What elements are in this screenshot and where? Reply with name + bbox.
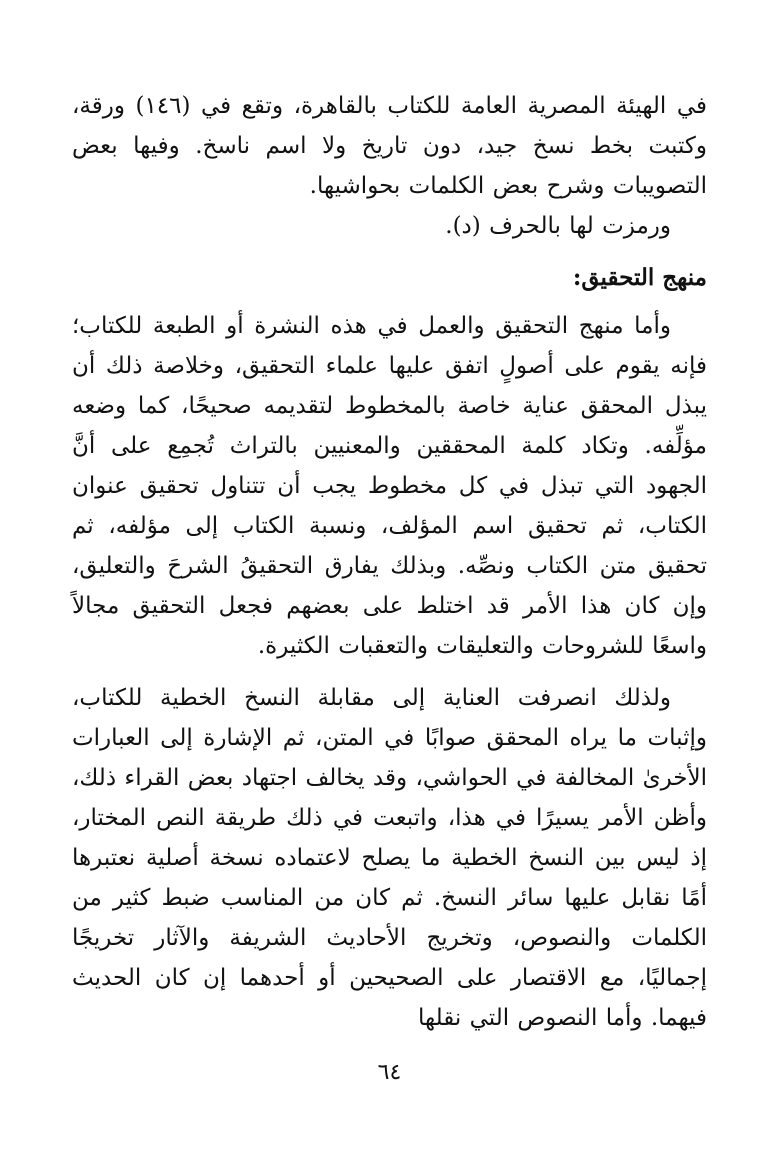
- paragraph-methodology: وأما منهج التحقيق والعمل في هذه النشرة أو الطبعة للكتاب؛ فإنه يقوم على أصولٍ اتفق عليها علماء التحقيق، وخلاصة ذلك أن يبذل المحقق عناية خاصة بالمخطوط لتقديمه صحيحًا، كما وضعه مؤلِّفه. وتكاد كلمة المحققين والمعنيين بالتراث تُجمِع على أنَّ الجهود التي تبذل في كل مخطوط يجب أن تتناول تحقيق عنوان الكتاب، ثم تحقيق اسم المؤلف، ونسبة الكتاب إلى مؤلفه، ثم تحقيق متن الكتاب ونصِّه. وبذلك يفارق التحقيقُ الشرحَ والتعليق، وإن كان هذا الأمر قد اختلط على بعضهم فجعل التحقيق مجالاً واسعًا للشروحات والتعليقات والتعقبات الكثيرة.: [72, 313, 707, 659]
- page-number: ٦٤: [377, 1060, 402, 1085]
- section-heading: منهج التحقيق:: [572, 264, 707, 291]
- paragraph-manuscript-description: في الهيئة المصرية العامة للكتاب بالقاهرة، وتقع في (١٤٦) ورقة، وكتبت بخط نسخ جيد، دون تاريخ ولا اسم ناسخ. وفيها بعض التصويبات وشرح بعض الكلمات بحواشيها.: [72, 93, 707, 199]
- paragraph-collation: ولذلك انصرفت العناية إلى مقابلة النسخ الخطية للكتاب، وإثبات ما يراه المحقق صوابًا في المتن، ثم الإشارة إلى العبارات الأخرىٰ المخالفة في الحواشي، وقد يخالف اجتهاد بعض القراء ذلك، وأظن الأمر يسيرًا في هذا، واتبعت في ذلك طريقة النص المختار، إذ ليس بين النسخ الخطية ما يصلح لاعتماده نسخة أصلية نعتبرها أمًا نقابل عليها سائر النسخ. ثم كان من المناسب ضبط كثير من الكلمات والنصوص، وتخريج الأحاديث الشريفة والآثار تخريجًا إجماليًا، مع الاقتصار على الصحيحين أو أحدهما إن كان الحديث فيهما. وأما النصوص التي نقلها: [72, 685, 707, 1031]
- paragraph-manuscript-symbol: ورمزت لها بالحرف (د).: [445, 213, 671, 239]
- page-body: [72, 86, 707, 1038]
